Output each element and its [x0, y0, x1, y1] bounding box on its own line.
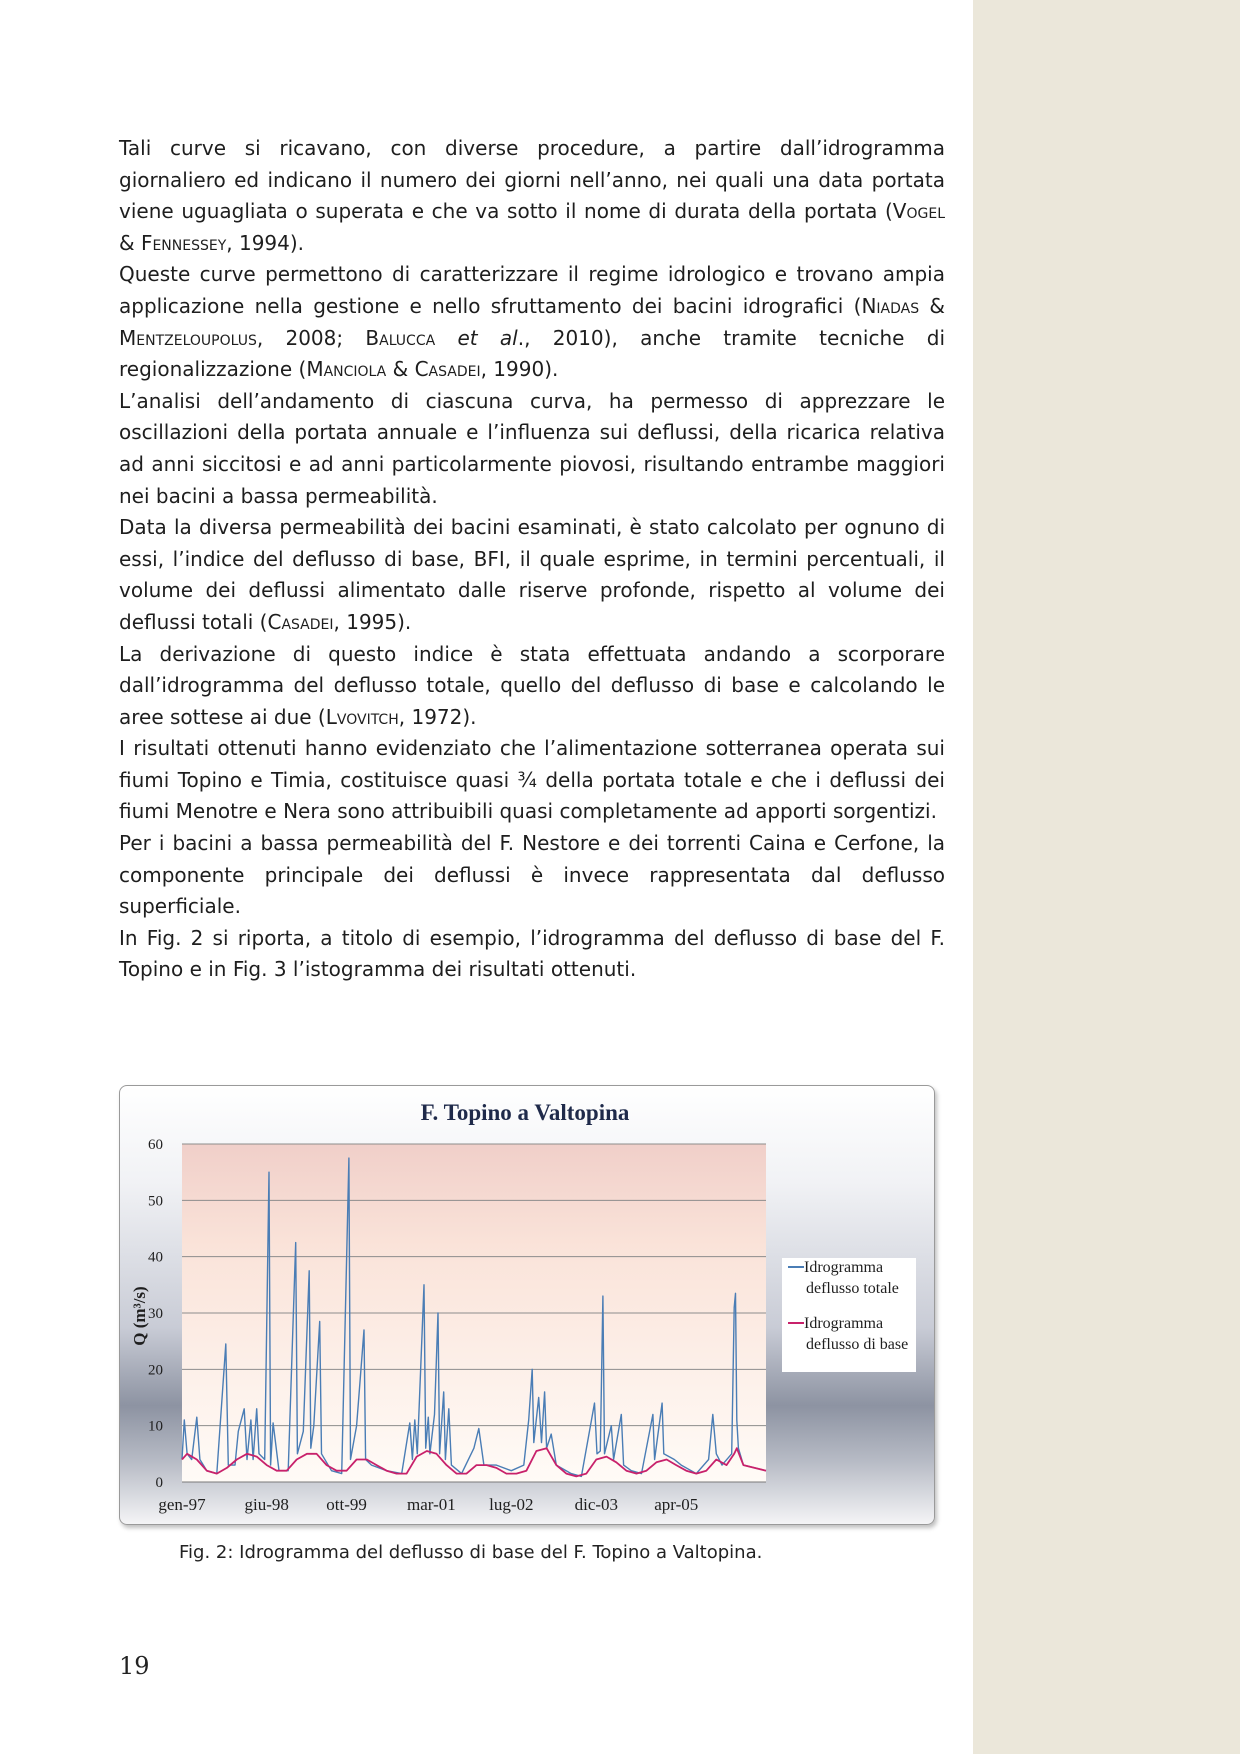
citation-author: Mentzeloupolus	[119, 325, 257, 350]
x-tick-label: giu-98	[244, 1495, 289, 1514]
x-tick-label: lug-02	[489, 1495, 534, 1514]
x-tick-label: mar-01	[407, 1495, 456, 1514]
y-tick-label: 40	[148, 1249, 163, 1266]
y-tick-label: 20	[148, 1362, 163, 1379]
citation-author: Casadei	[414, 357, 481, 382]
citation-author: Vogel	[892, 199, 945, 224]
text-run: , 2008;	[256, 325, 366, 350]
y-tick-label: 10	[148, 1418, 163, 1435]
x-tick-labels	[158, 1495, 698, 1514]
x-tick-label: apr-05	[654, 1495, 699, 1514]
legend-label: Idrogramma	[804, 1315, 884, 1332]
paragraph	[119, 133, 945, 259]
citation-author: Manciola	[306, 357, 387, 382]
figure-chart	[119, 1085, 935, 1525]
text-run: , 1990).	[480, 357, 559, 382]
paragraph	[119, 923, 945, 986]
paragraph	[119, 259, 945, 385]
paragraph	[119, 512, 945, 638]
italic-text: et al	[457, 325, 518, 350]
y-tick-label: 30	[148, 1306, 163, 1322]
text-run: Queste curve permettono di caratterizzare il regime idrologico e trovano ampia applicazione nella gestione e nello sfruttamento dei bacini idrografici (	[119, 262, 945, 318]
body-text	[119, 133, 945, 986]
text-run: La derivazione di questo indice è stata effettuata andando a scorporare dall’idrogramma del deflusso totale, quello del deflusso di base e calcolando le aree sottese ai due (	[119, 641, 945, 729]
text-run: Tali curve si ricavano, con diverse procedure, a partire dall’idrogramma giornaliero ed indicano il numero dei giorni nell’anno, nei quali una data portata viene uguagliata o superata e che va sotto il nome di durata della portata (	[119, 136, 945, 224]
discharge-chart	[120, 1086, 934, 1524]
citation-author: Lvovitch	[325, 704, 399, 729]
text-run: ., 2010), anche tramite tecniche di regionalizzazione (	[119, 325, 945, 382]
text-run: In Fig. 2 si riporta, a titolo di esempio, l’idrogramma del deflusso di base del F. Topino e in Fig. 3 l’istogramma dei risultati ottenuti.	[119, 925, 945, 982]
x-tick-label: ott-99	[326, 1495, 367, 1514]
text-run: Data la diversa permeabilità dei bacini esaminati, è stato calcolato per ognuno di essi, l’indice del deflusso di base, BFI, il quale esprime, in termini percentuali, il volume dei deflussi alimentato dalle riserve profonde, rispetto al volume dei deflussi totali (	[119, 515, 945, 634]
y-tick-labels	[148, 1137, 163, 1491]
legend-label: deflusso totale	[806, 1280, 899, 1297]
legend-label: deflusso di base	[806, 1336, 909, 1353]
citation-author: Fennessey	[140, 230, 227, 255]
y-tick-label: 0	[155, 1475, 163, 1491]
y-tick-label: 50	[148, 1193, 163, 1210]
paragraph	[119, 828, 945, 923]
legend-label: Idrogramma	[804, 1259, 884, 1276]
page-number: 19	[119, 1652, 150, 1680]
y-axis-label: Q (m³/s)	[130, 1286, 149, 1346]
figure-caption: Fig. 2: Idrogramma del deflusso di base del F. Topino a Valtopina.	[179, 1542, 763, 1563]
chart-title: F. Topino a Valtopina	[420, 1100, 630, 1125]
text-run: Per i bacini a bassa permeabilità del F. Nestore e dei torrenti Caina e Cerfone, la componente principale dei deflussi è invece rappresentata dal deflusso superficiale.	[119, 831, 945, 919]
text-run: , 1995).	[333, 609, 412, 634]
x-tick-label: gen-97	[158, 1495, 206, 1514]
paragraph	[119, 639, 945, 734]
citation-author: Casadei	[267, 609, 334, 634]
paragraph	[119, 733, 945, 828]
text-run: &	[386, 357, 415, 382]
text-run: , 1994).	[226, 230, 305, 255]
x-tick-label: dic-03	[574, 1495, 619, 1514]
page-margin-band	[973, 0, 1240, 1754]
citation-author: Balucca	[365, 325, 436, 350]
text-run: , 1972).	[398, 704, 477, 729]
text-run: &	[119, 230, 141, 255]
text-run	[435, 326, 457, 350]
text-run: &	[919, 293, 945, 318]
paragraph	[119, 386, 945, 512]
text-run: I risultati ottenuti hanno evidenziato che l’alimentazione sotterranea operata sui fiumi Topino e Timia, costituisce quasi ¾ della portata totale e che i deflussi dei fiumi Menotre e Nera sono attribuibili quasi completamente ad apporti sorgentizi.	[119, 736, 945, 824]
citation-author: Niadas	[861, 293, 920, 318]
text-run: L’analisi dell’andamento di ciascuna curva, ha permesso di apprezzare le oscillazioni della portata annuale e l’influenza sui deflussi, della ricarica relativa ad anni siccitosi e ad anni particolarmente piovosi, risultando entrambe maggiori nei bacini a bassa permeabilità.	[119, 388, 945, 508]
y-tick-label: 60	[148, 1137, 163, 1153]
